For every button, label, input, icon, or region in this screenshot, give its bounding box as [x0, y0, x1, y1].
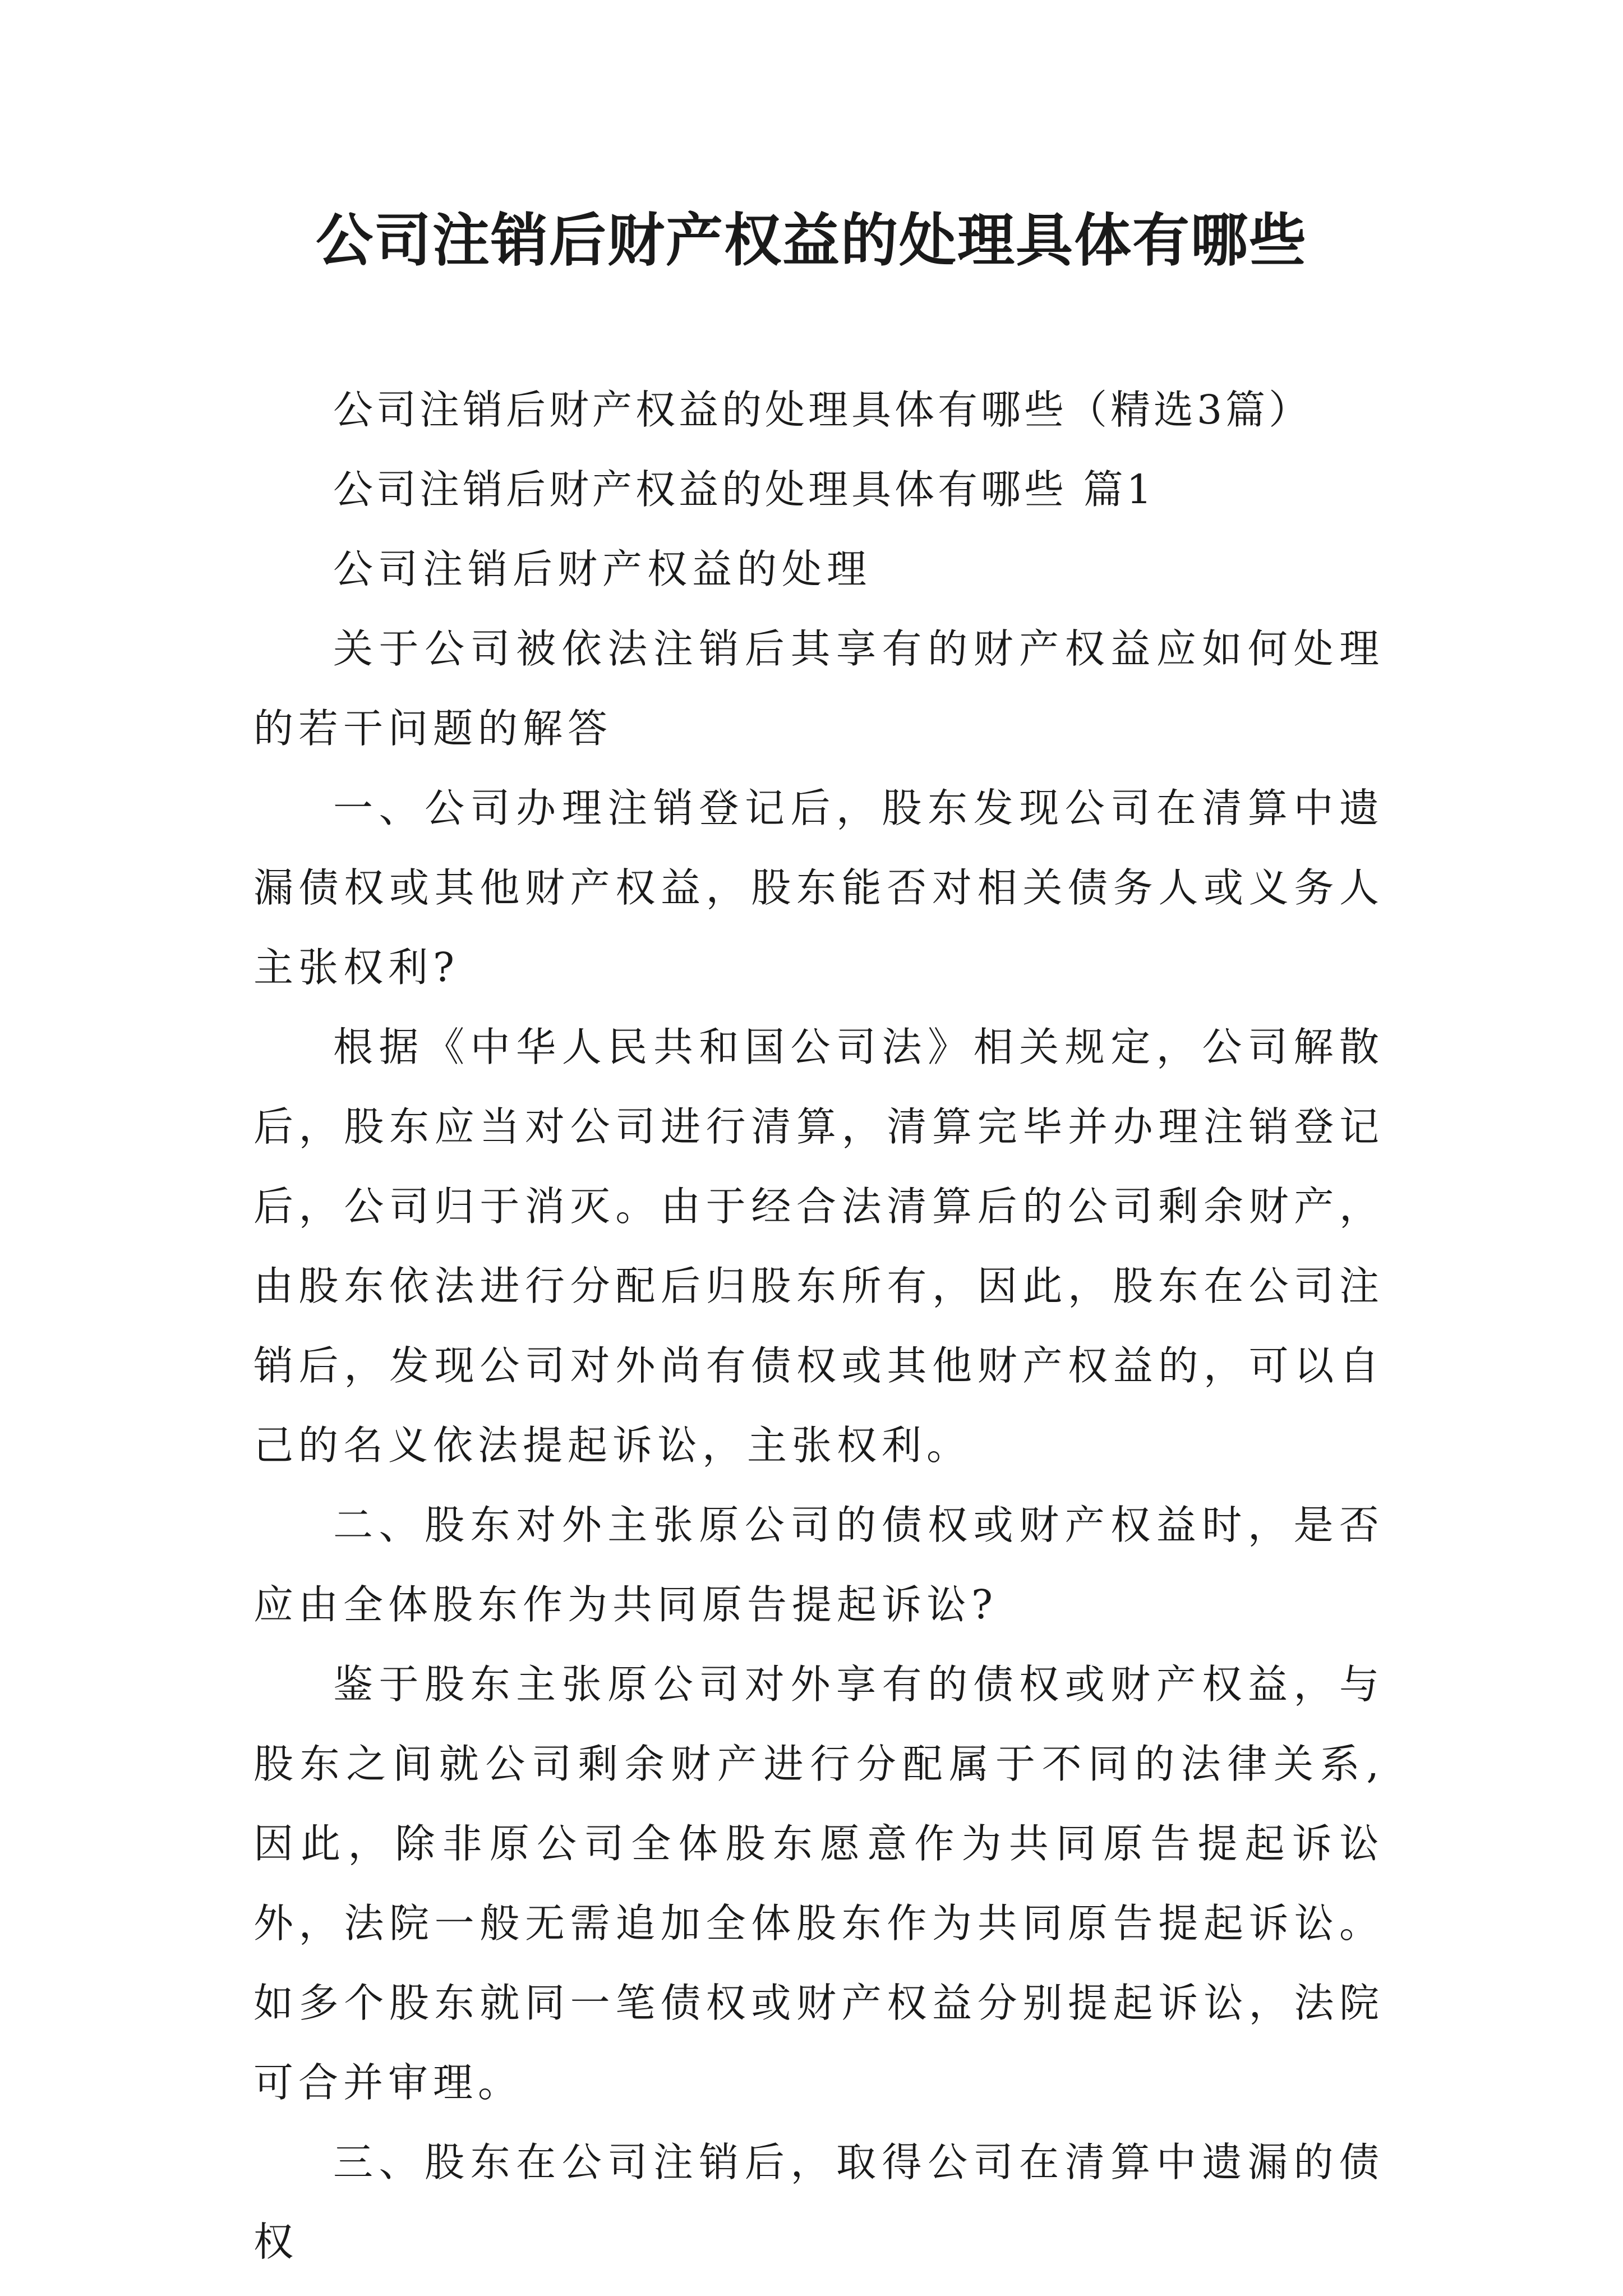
paragraph-section-heading: 公司注销后财产权益的处理具体有哪些 篇1	[333, 466, 1155, 513]
paragraph-selection-note: 公司注销后财产权益的处理具体有哪些（精选3篇）	[333, 386, 1312, 433]
paragraph-topic-heading: 公司注销后财产权益的处理	[333, 546, 872, 592]
paragraph-question-1: 一、公司办理注销登记后，股东发现公司在清算中遗漏债权或其他财产权益，股东能否对相关债务人或义务人主张权利?	[253, 785, 1384, 991]
document-title: 公司注销后财产权益的处理具体有哪些	[316, 208, 1307, 274]
paragraph-question-3: 三、股东在公司注销后，取得公司在清算中遗漏的债权	[253, 2139, 1384, 2265]
paragraph-question-2: 二、股东对外主张原公司的债权或财产权益时，是否应由全体股东作为共同原告提起诉讼?	[253, 1502, 1384, 1628]
paragraph-answer-1: 根据《中华人民共和国公司法》相关规定，公司解散后，股东应当对公司进行清算，清算完毕并办理注销登记后，公司归于消灭。由于经合法清算后的公司剩余财产，由股东依法进行分配后归股东所有，因此，股东在公司注销后，发现公司对外尚有债权或其他财产权益的，可以自己的名义依法提起诉讼，主张权利。	[253, 1024, 1384, 1469]
paragraph-intro: 关于公司被依法注销后其享有的财产权益应如何处理的若干问题的解答	[253, 625, 1384, 752]
document-body	[253, 370, 1384, 2282]
paragraph-answer-2: 鉴于股东主张原公司对外享有的债权或财产权益，与股东之间就公司剩余财产进行分配属于不同的法律关系,因此，除非原公司全体股东愿意作为共同原告提起诉讼外，法院一般无需追加全体股东作为共同原告提起诉讼。如多个股东就同一笔债权或财产权益分别提起诉讼，法院可合并审理。	[253, 1661, 1384, 2106]
